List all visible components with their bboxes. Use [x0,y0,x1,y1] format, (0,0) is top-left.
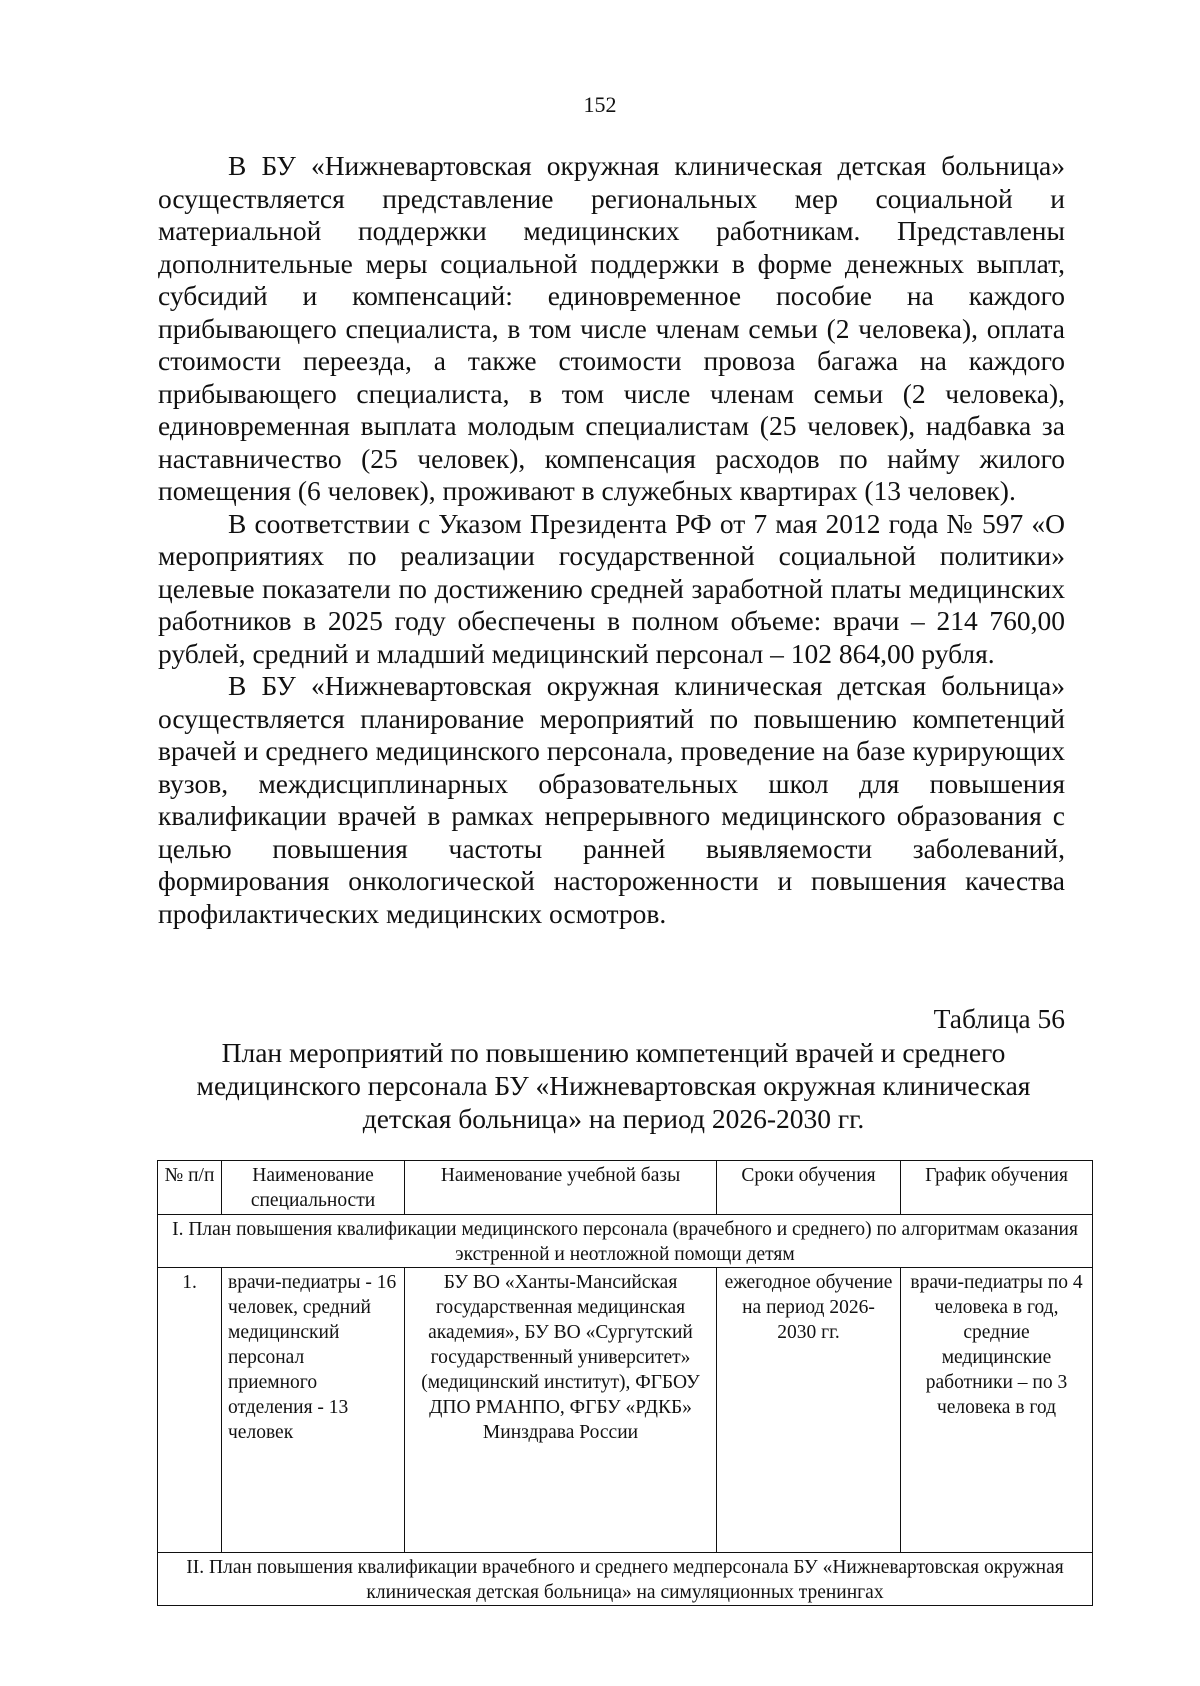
table-title: План мероприятий по повышению компетенций врачей и среднего медицинского персонала БУ «Нижневартовская окружная клиническая детская больница» на период 2026-2030 гг. [196,1037,1031,1134]
row-training-term: ежегодное обучение на период 2026-2030 гг. [717,1268,901,1553]
row-specialty: врачи-педиатры - 16 человек, средний медицинский персонал приемного отделения - 13 человек [222,1268,405,1553]
row-training-schedule: врачи-педиатры по 4 человека в год, средние медицинские работники – по 3 человека в год [901,1268,1093,1553]
table-row [158,1268,1093,1553]
header-training-term: Сроки обучения [717,1161,901,1215]
header-training-base: Наименование учебной базы [405,1161,717,1215]
paragraph-social-support: В БУ «Нижневартовская окружная клиническая детская больница» осуществляется представление региональных мер социальной и материальной поддержки медицинских работникам. Представлены дополнительные меры социальной поддержки в форме денежных выплат, субсидий и компенсаций: единовременное пособие на каждого прибывающего специалиста, в том числе членам семьи (2 человека), оплата стоимости переезда, а также стоимости провоза багажа на каждого прибывающего специалиста, в том числе членам семьи (2 человека), единовременная выплата молодым специалистам (25 человек), надбавка за наставничество (25 человек), компенсация расходов по найму жилого помещения (6 человек), проживают в служебных квартирах (13 человек). [158,150,1065,506]
section-2-title: II. План повышения квалификации врачебного и среднего медперсонала БУ «Нижневартовская окружная клиническая детская больница» на симуляционных тренингах [158,1553,1093,1606]
table-section-row [158,1215,1093,1268]
paragraph-competence-planning: В БУ «Нижневартовская окружная клиническая детская больница» осуществляется планирование мероприятий по повышению компетенций врачей и среднего медицинского персонала, проведение на базе курирующих вузов, междисциплинарных образовательных школ для повышения квалификации врачей в рамках непрерывного медицинского образования с целью повышения частоты ранней выявляемости заболеваний, формирования онкологической настороженности и повышения качества профилактических медицинских осмотров. [158,670,1065,929]
section-1-title: I. План повышения квалификации медицинского персонала (врачебного и среднего) по алгоритмам оказания экстренной и неотложной помощи детям [158,1215,1093,1268]
header-number: № п/п [158,1161,222,1215]
row-number: 1. [158,1268,222,1553]
table-header-row [158,1161,1093,1215]
body-text [158,150,1065,930]
training-plan-table [157,1160,1093,1606]
table-section-row [158,1553,1093,1606]
page-number: 152 [583,92,617,117]
header-specialty: Наименование специальности [222,1161,405,1215]
header-training-schedule: График обучения [901,1161,1093,1215]
table-label: Таблица 56 [933,1003,1065,1034]
paragraph-salary-targets: В соответствии с Указом Президента РФ от 7 мая 2012 года № 597 «О мероприятиях по реализации государственной социальной политики» целевые показатели по достижению средней заработной платы медицинских работников в 2025 году обеспечены в полном объеме: врачи – 214 760,00 рублей, средний и младший медицинский персонал – 102 864,00 рубля. [158,507,1065,669]
row-training-base: БУ ВО «Ханты-Мансийская государственная медицинская академия», БУ ВО «Сургутский государственный университет» (медицинский институт), ФГБОУ ДПО РМАНПО, ФГБУ «РДКБ» Минздрава России [405,1268,717,1553]
